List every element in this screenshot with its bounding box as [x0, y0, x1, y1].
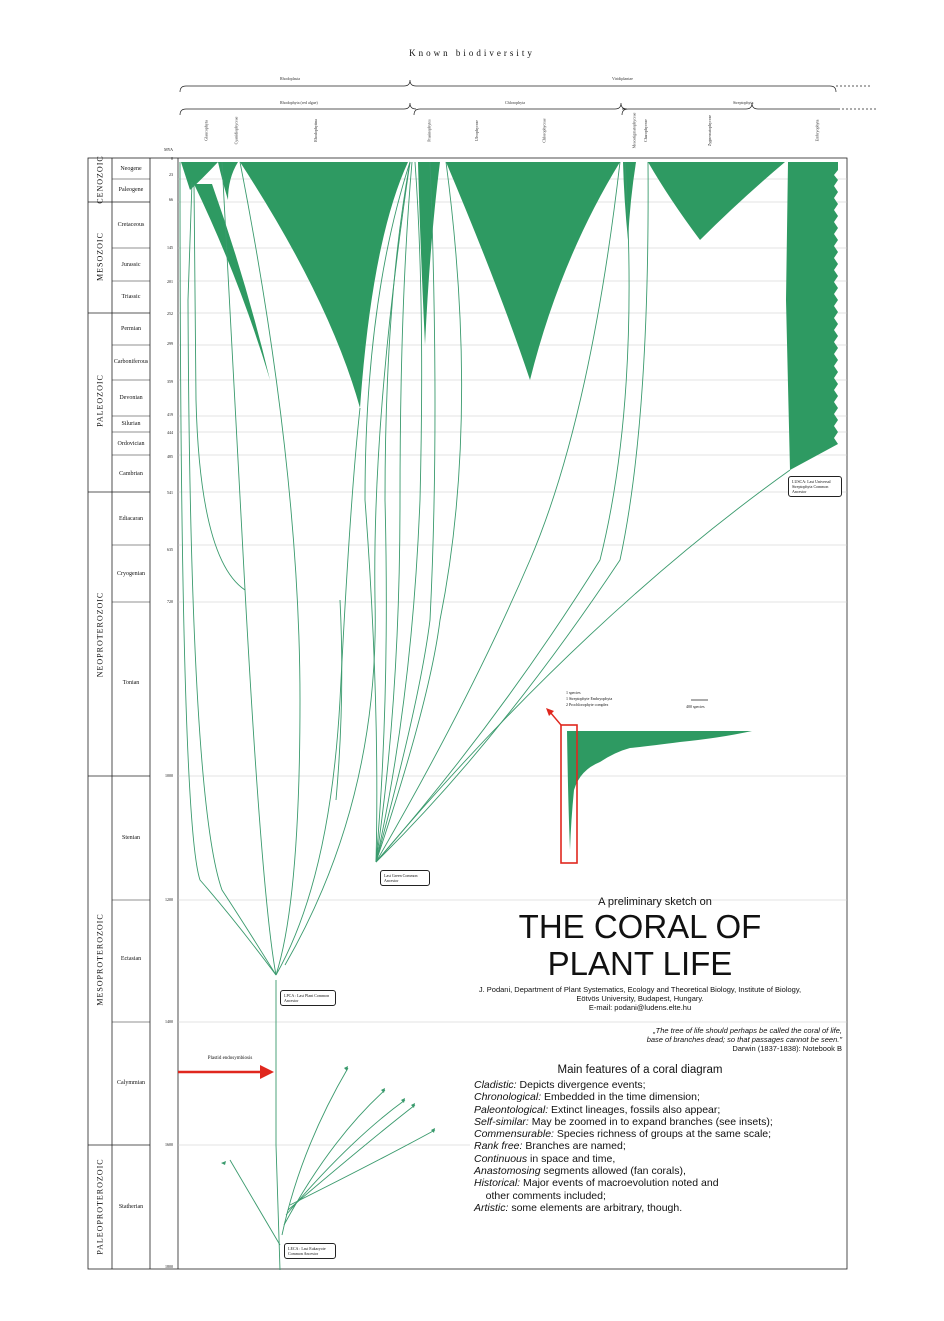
age-tick: 541	[167, 490, 173, 495]
lpca-label: LPCA : Last Plant Common Ancestor	[280, 990, 336, 1006]
feature-item	[474, 1104, 854, 1116]
darwin-quote	[560, 1026, 842, 1053]
taxon-label: Cyanidiophyceae	[233, 116, 239, 145]
taxon-label: Charophyceae	[642, 119, 648, 142]
feature-item	[474, 1202, 854, 1214]
period-permian: Permian	[121, 326, 141, 332]
coral-branches	[181, 162, 838, 470]
plastid-arrow-label: Plastid endosymbiosis	[207, 1056, 253, 1061]
feature-item	[474, 1177, 854, 1189]
feature-item	[474, 1165, 854, 1177]
author-line: J. Podani, Department of Plant Systematics, Ecology and Theoretical Biology, Institute of Biology,	[478, 985, 802, 994]
taxon-label: Rhodophytina	[312, 119, 318, 142]
period-boundaries	[112, 179, 150, 1022]
feature-item	[474, 1091, 854, 1103]
feature-term: Anastomosing	[474, 1165, 541, 1178]
feature-text: other comments included;	[474, 1189, 606, 1202]
feature-term: Cladistic:	[474, 1079, 517, 1091]
lusca-label: LUSCA: Last Universal Streptophyta Common Ancestor	[788, 476, 842, 497]
quote-line: „The tree of life should perhaps be called the coral of life,	[653, 1026, 842, 1035]
author-line: Eötvös University, Budapest, Hungary.	[576, 994, 704, 1003]
feature-text: segments allowed (fan corals),	[540, 1165, 686, 1178]
feature-text: May be zoomed in to expand branches (see insets);	[528, 1115, 773, 1128]
group-label-rhodoplasta: Rhodoplasta	[280, 76, 300, 81]
subtitle: A preliminary sketch on	[598, 896, 712, 908]
age-tick: 720	[167, 599, 173, 604]
age-tick: 252	[167, 311, 173, 316]
period-ectasian: Ectasian	[120, 956, 142, 962]
features-list	[474, 1079, 854, 1214]
feature-term: Rank free:	[474, 1140, 523, 1153]
taxon-label: Zygnematophyceae	[707, 114, 713, 147]
age-tick: 485	[167, 454, 173, 459]
feature-term: Artistic:	[474, 1201, 509, 1214]
period-jurassic: Jurassic	[121, 262, 141, 268]
age-tick: 23	[169, 172, 173, 177]
taxon-label: Mesostigmatophyceae	[631, 112, 637, 149]
age-tick: 66	[169, 197, 173, 202]
feature-text: Depicts divergence events;	[516, 1079, 646, 1091]
group-label-viridiplantae: Viridiplantae	[612, 76, 633, 81]
age-tick: 1400	[165, 1019, 173, 1024]
mya-label: MYA	[164, 147, 173, 152]
group-label-rhodophyta: Rhodophyta (red algae)	[280, 100, 318, 105]
period-devonian: Devonian	[119, 395, 143, 401]
feature-text: some elements are arbitrary, though.	[508, 1201, 683, 1214]
feature-term: Continuous	[474, 1152, 528, 1165]
inset-legend-1: 1 species	[566, 690, 581, 695]
period-ordovician: Ordovician	[117, 441, 145, 447]
taxon-label: Prasinophytes	[426, 119, 432, 142]
period-neogene: Neogene	[120, 166, 142, 172]
period-ediacaran: Ediacaran	[119, 516, 143, 522]
age-tick: 419	[167, 412, 173, 417]
main-title	[470, 908, 810, 982]
inset-legend-2: 1 Streptophyte Embryophyta	[566, 696, 613, 701]
age-tick: 201	[167, 279, 173, 284]
era-neoproterozoic: NEOPROTEROZOIC	[95, 591, 105, 678]
age-tick: 145	[167, 245, 173, 250]
period-paleogene: Paleogene	[118, 187, 144, 193]
feature-term: Self-similar:	[474, 1115, 529, 1128]
group-label-chlorophyta: Chlorophyta	[505, 100, 525, 105]
period-calymmian: Calymmian	[117, 1080, 145, 1086]
period-triassic: Triassic	[121, 294, 141, 300]
feature-term: Commensurable:	[474, 1128, 554, 1141]
period-carboniferous: Carboniferous	[113, 359, 149, 365]
zoom-inset	[546, 700, 752, 863]
leca-label: LECA : Last Eukaryote Common Ancestor	[284, 1243, 336, 1259]
lgca-label: Last Green Common Ancestor	[380, 870, 430, 886]
features-title: Main features of a coral diagram	[557, 1064, 723, 1076]
inset-scale-bar-label: 400 species	[686, 704, 705, 709]
diagram-header-title: Known biodiversity	[409, 48, 535, 58]
feature-text: Major events of macroevolution noted and	[520, 1177, 719, 1190]
age-tick: 1600	[165, 1142, 173, 1147]
feature-item	[474, 1128, 854, 1140]
age-tick: 359	[167, 379, 173, 384]
header-braces	[180, 80, 878, 115]
age-tick: 299	[167, 341, 173, 346]
feature-text: Branches are named;	[522, 1140, 626, 1153]
period-cretaceous: Cretaceous	[117, 222, 145, 228]
plastid-arrow	[178, 1065, 274, 1079]
taxon-label: Embryophyta	[814, 119, 820, 142]
period-cambrian: Cambrian	[119, 471, 143, 477]
age-tick: 1800	[165, 1264, 173, 1269]
period-statherian: Statherian	[118, 1204, 144, 1210]
era-mesozoic: MESOZOIC	[95, 232, 105, 281]
age-tick: 1200	[165, 897, 173, 902]
main-title-line2: PLANT LIFE	[547, 945, 733, 982]
feature-item	[474, 1153, 854, 1165]
feature-term: Paleontological:	[474, 1103, 549, 1116]
period-cryogenian: Cryogenian	[117, 571, 145, 577]
period-stenian: Stenian	[122, 835, 140, 841]
era-mesoproterozoic: MESOPROTEROZOIC	[95, 913, 105, 1006]
age-tick: 444	[167, 430, 173, 435]
feature-text: in space and time,	[527, 1152, 616, 1165]
taxon-label: Ulvophyceae	[474, 119, 480, 142]
main-title-line1: THE CORAL OF	[518, 908, 762, 945]
feature-text: Species richness of groups at the same scale;	[553, 1128, 772, 1141]
author-block	[445, 985, 835, 1012]
author-email: E-mail: podani@ludens.elte.hu	[588, 1003, 692, 1012]
feature-term: Historical:	[474, 1177, 521, 1190]
age-tick: 0	[171, 156, 173, 161]
feature-item	[474, 1116, 854, 1128]
period-tonian: Tonian	[122, 680, 140, 686]
quote-source: Darwin (1837-1838): Notebook B	[732, 1044, 842, 1053]
age-tick: 635	[167, 547, 173, 552]
quote-line: base of branches dead; so that passages cannot be seen."	[646, 1035, 842, 1044]
taxon-label: Chlorophyceae	[541, 118, 547, 143]
era-cenozoic: CENOZOIC	[95, 155, 105, 204]
feature-item	[474, 1140, 854, 1152]
era-paleozoic: PALEOZOIC	[95, 374, 105, 427]
era-paleoproterozoic: PALEOPROTEROZOIC	[95, 1158, 105, 1255]
feature-text: Embedded in the time dimension;	[541, 1091, 700, 1104]
taxon-label: Glaucophyta	[203, 120, 209, 141]
age-tick: 1000	[165, 773, 173, 778]
feature-item	[474, 1190, 854, 1202]
period-silurian: Silurian	[121, 421, 141, 427]
feature-term: Chronological:	[474, 1091, 542, 1104]
feature-item	[474, 1079, 854, 1091]
inset-legend-3: 2 Prochlorophyte complex	[566, 702, 609, 707]
group-label-streptophyta: Streptophyta	[733, 100, 754, 105]
feature-text: Extinct lineages, fossils also appear;	[548, 1103, 721, 1116]
